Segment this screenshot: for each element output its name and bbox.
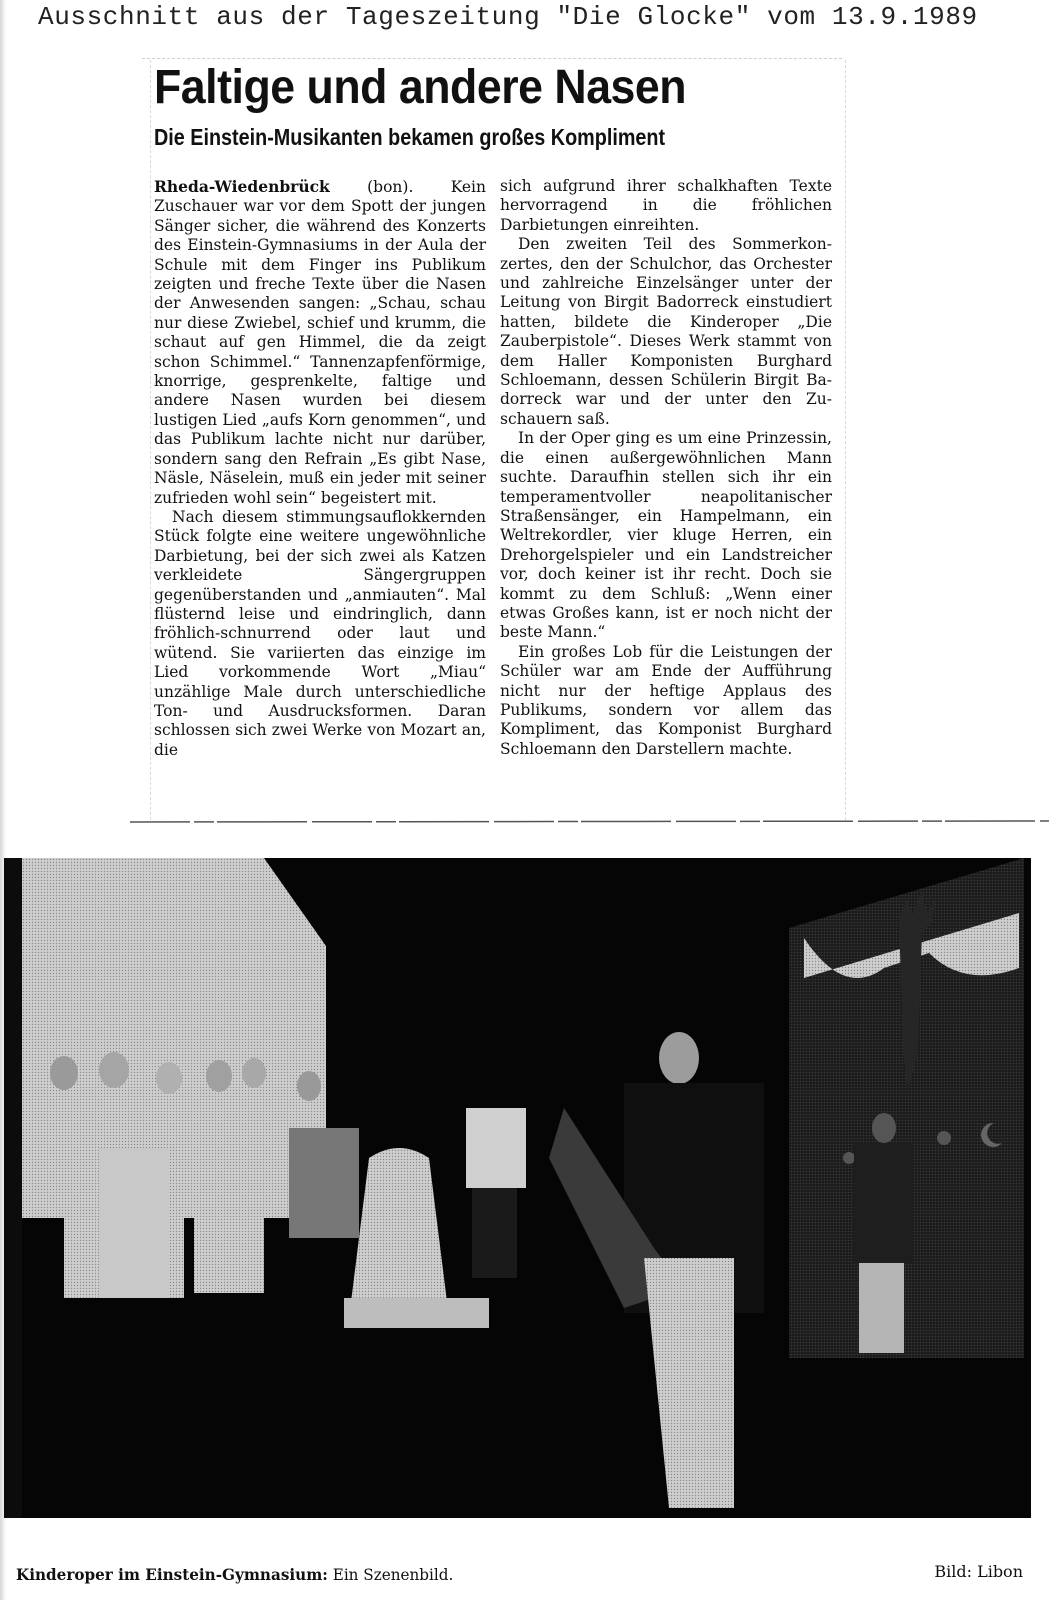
stage-edge xyxy=(4,858,22,1518)
backdrop-star xyxy=(937,1131,951,1145)
dateline: Rheda-Wiedenbrück xyxy=(154,177,330,196)
caption-label: Kinderoper im Einstein-Gymnasium: xyxy=(16,1565,328,1584)
paragraph xyxy=(154,177,486,508)
paragraph: Den zweiten Teil des Sommerkonzertes, den der Schulchor, das Orchester und zahlreiche Einzelsänger unter der Leitung von Birgit Badorreck einstudiert hatten, bildete die Kinderoper „Die Zauberpistole“. Dieses Werk stammt von dem Haller Komponisten Burghard Schloemann, dessen Schülerin Birgit Badorreck war und der unter den Zuschauern saß. xyxy=(500,235,832,428)
article-subheadline: Die Einstein-Musikanten bekamen großes Kompliment xyxy=(154,124,666,150)
photo-caption xyxy=(16,1565,453,1584)
cut-line-separator xyxy=(0,820,1049,824)
paragraph: In der Oper ging es um eine Prinzessin, die einen außergewöhnlichen Mann suchte. Daraufhin stellen sich ihr ein temperamentvoller neapolitanischer Straßensänger, ein Hampelmann, ein Weltrekordler, vier kluge Herren, ein Drehorgelspieler und ein Landstreicher vor, doch keiner ist ihr recht. Doch sie kommt zu dem Schluß: „Wenn einer etwas Großes kann, ist er noch nicht der beste Mann.“ xyxy=(500,429,832,642)
backdrop-star xyxy=(843,1152,855,1164)
article-headline: Faltige und andere Nasen xyxy=(154,61,687,114)
caption-text: Ein Szenenbild. xyxy=(327,1565,454,1584)
paragraph-text: (bon). Kein Zuschauer war vor dem Spott der jungen Sänger sicher, die während des Konzerts des Einstein-Gymnasiums in der Aula der Schule mit dem Finger ins Publikum zeigten und freche Texte über die Nasen der Anwesenden sangen: „Schau, schau nur diese Zwiebel, schief und krumm, die schaut auf gen Himmel, die da zeigt schon Schimmel.“ Tannenzapfenförmige, knorrige, gesprenkelte, faltige und andere Nasen wurden bei diesem lustigen Lied „aufs Korn genommen“, und das Publikum lachte nicht nur darüber, sondern sang den Refrain „Es gibt Nase, Näsle, Näselein, muß ein jeder mit seiner zufrieden wohl sein“ begeistert mit. xyxy=(154,178,486,507)
cut-line-top xyxy=(142,58,842,59)
article-column-2 xyxy=(500,177,832,759)
cut-line-right xyxy=(845,60,846,820)
scene-photo xyxy=(4,858,1031,1518)
cut-line-left xyxy=(150,60,151,820)
clipping-header: Ausschnitt aus der Tageszeitung "Die Glocke" vom 13.9.1989 xyxy=(38,2,978,32)
photo-credit: Bild: Libon xyxy=(934,1562,1023,1581)
stage-scene-image xyxy=(4,858,1031,1518)
paragraph: sich aufgrund ihrer schalkhaften Texte hervorragend in die fröhlichen Darbietungen einreihten. xyxy=(500,177,832,234)
newspaper-article xyxy=(142,50,842,810)
article-column-1 xyxy=(154,177,486,760)
paragraph: Nach diesem stimmungsauflokkernden Stück folgte eine weitere ungewöhnliche Darbietung, bei der sich zwei als Katzen verkleidete Sängergruppen gegenüberstanden und „anmiauten“. Mal flüsternd leise und eindringlich, dann fröhlich-schnurrend oder laut und wütend. Sie variierten das einzige im Lied vorkommende Wort „Miau“ unzählige Male durch unterschiedliche Ton- und Ausdrucksformen. Daran schlossen sich zwei Werke von Mozart an, die xyxy=(154,507,486,759)
paragraph: Ein großes Lob für die Leistungen der Schüler war am Ende der Aufführung nicht nur der heftige Applaus des Publikums, sondern vor allem das Kompliment, das Komponist Burghard Schloemann den Darstellern machte. xyxy=(500,642,832,758)
